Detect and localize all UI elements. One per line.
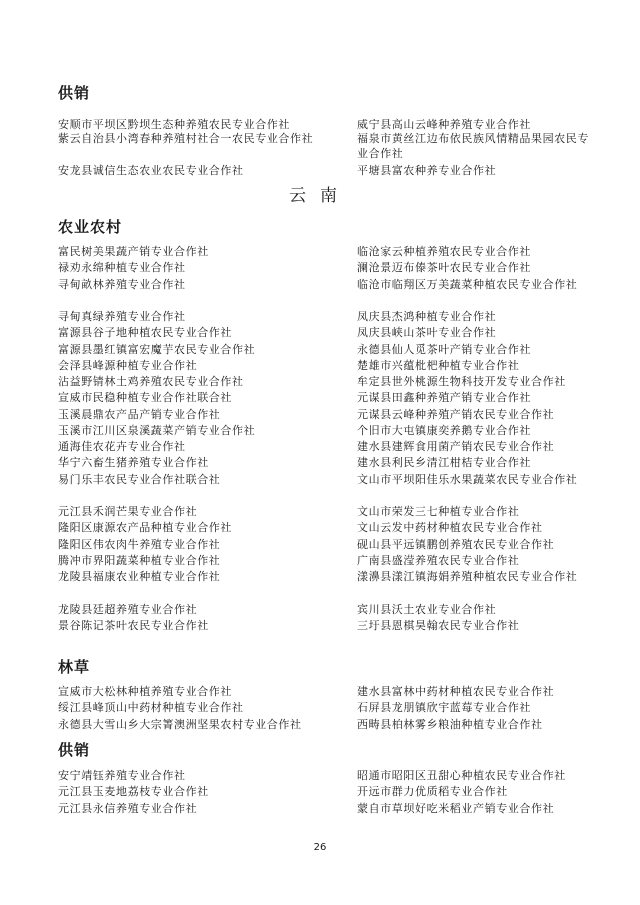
- list-item: 建水县利民乡清江柑桔专业合作社: [357, 456, 531, 469]
- list-item: 临沧家云种植养殖农民专业合作社: [357, 245, 531, 258]
- list-item: 紫云自治县小湾春种养殖村社合一农民专业合作社: [58, 132, 314, 145]
- list-item: 个旧市大屯镇康奕养鹅专业合作社: [357, 424, 531, 437]
- list-item: 龙陵县福康农业种植专业合作社: [58, 570, 221, 583]
- list-item: 元谋县田鑫种养殖产销专业合作社: [357, 391, 531, 404]
- list-item: 澜沧景迈布傣茶叶农民专业合作社: [357, 261, 531, 274]
- section-heading-gongxiao-guizhou: 供销: [58, 84, 91, 102]
- list-item: 楚雄市兴蕴枇杷种植专业合作社: [357, 359, 520, 372]
- list-item: 宣威市大松林种植养殖专业合作社: [58, 685, 232, 698]
- list-item: 宣威市民稳种植专业合作社联合社: [58, 391, 232, 404]
- list-item: 腾冲市界阳蔬菜种植专业合作社: [58, 554, 221, 567]
- list-item: 西畴县柏林雾乡粮油种植专业合作社: [357, 718, 543, 731]
- list-item: 通海佳农花卉专业合作社: [58, 440, 186, 453]
- list-item: 凤庆县杰鸿种植专业合作社: [357, 310, 497, 323]
- list-item: 文山市平坝阳佳乐水果蔬菜农民专业合作社: [357, 473, 578, 486]
- list-item: 寻甸畝林养殖专业合作社: [58, 278, 186, 291]
- list-item: 文山云发中药材种植农民专业合作社: [357, 521, 543, 534]
- list-item: 开远市群力优质稻专业合作社: [357, 785, 508, 798]
- list-item: 永德县仙人觅茶叶产销专业合作社: [357, 343, 531, 356]
- list-item: 蒙自市草坝好吃米稻业产销专业合作社: [357, 802, 555, 815]
- list-item: 龙陵县廷超养殖专业合作社: [58, 603, 198, 616]
- list-item: 牟定县世外桃源生物科技开发专业合作社: [357, 375, 566, 388]
- list-item: 富源县墨红镇富宏魔芋农民专业合作社: [58, 343, 256, 356]
- list-item: 漾濞县漾江镇海娟养殖种植农民专业合作社: [357, 570, 578, 583]
- section-heading-nongye: 农业农村: [58, 218, 123, 236]
- list-item: 元江县禾润芒果专业合作社: [58, 505, 198, 518]
- page-number: 26: [313, 842, 327, 853]
- list-item: 元江县永信养殖专业合作社: [58, 802, 198, 815]
- section-heading-gongxiao: 供销: [58, 741, 91, 759]
- list-item: 建水县富林中药材种植农民专业合作社: [357, 685, 555, 698]
- list-item: 元谋县云峰种养殖产销农民专业合作社: [357, 408, 555, 421]
- list-item: 易门乐丰农民专业合作社联合社: [58, 473, 221, 486]
- province-title: 云南: [289, 186, 351, 206]
- list-item: 砚山县平远镇鹏创养殖农民专业合作社: [357, 538, 555, 551]
- list-item: 富民树美果蔬产销专业合作社: [58, 245, 209, 258]
- list-item: 安龙县诚信生态农业农民专业合作社: [58, 164, 244, 177]
- section-heading-lincao: 林草: [58, 658, 91, 676]
- list-item: 临沧市临翔区万美蔬菜种植农民专业合作社: [357, 278, 578, 291]
- list-item: 安顺市平坝区黔坝生态种养殖农民专业合作社: [58, 118, 290, 131]
- list-item: 绥江县峰顶山中药材种植专业合作社: [58, 701, 244, 714]
- list-item: 文山市荣发三七种植专业合作社: [357, 505, 520, 518]
- list-item: 凤庆县峡山茶叶专业合作社: [357, 326, 497, 339]
- list-item: 隆阳区伟农肉牛养殖专业合作社: [58, 538, 221, 551]
- list-item: 会泽县峰源种植专业合作社: [58, 359, 198, 372]
- list-item: 隆阳区康源农产品种植专业合作社: [58, 521, 232, 534]
- list-item: 永德县大雪山乡大宗箐澳洲坚果农村专业合作社: [58, 718, 302, 731]
- list-item: 威宁县高山云峰种养殖专业合作社: [357, 118, 531, 131]
- list-item: 建水县建辉食用菌产销农民专业合作社: [357, 440, 555, 453]
- list-item: 玉溪市江川区泉溪蔬菜产销专业合作社: [58, 424, 256, 437]
- list-item: 平塘县富农种养专业合作社: [357, 164, 497, 177]
- list-item: 福泉市黄丝江边布依民族风情精品果园农民专业合作社: [357, 132, 589, 160]
- list-item: 华宁六畜生猪养殖专业合作社: [58, 456, 209, 469]
- list-item: 石屏县龙朋镇欣宇蓝莓专业合作社: [357, 701, 531, 714]
- list-item: 昭通市昭阳区丑甜心种植农民专业合作社: [357, 769, 566, 782]
- list-item: 三圩县恩棋昊翰农民专业合作社: [357, 619, 520, 632]
- list-item: 元江县玉麦地荔枝专业合作社: [58, 785, 209, 798]
- list-item: 寻甸真绿养殖专业合作社: [58, 310, 186, 323]
- list-item: 玉溪晨鼎农产品产销专业合作社: [58, 408, 221, 421]
- list-item: 景谷陈记茶叶农民专业合作社: [58, 619, 209, 632]
- list-item: 沾益野锖林土鸡养殖农民专业合作社: [58, 375, 244, 388]
- list-item: 富源县谷子地种植农民专业合作社: [58, 326, 232, 339]
- list-item: 宾川县沃土农业专业合作社: [357, 603, 497, 616]
- list-item: 禄劝永绵种植专业合作社: [58, 261, 186, 274]
- list-item: 安宁靖钰养殖专业合作社: [58, 769, 186, 782]
- list-item: 广南县盛滢养殖农民专业合作社: [357, 554, 520, 567]
